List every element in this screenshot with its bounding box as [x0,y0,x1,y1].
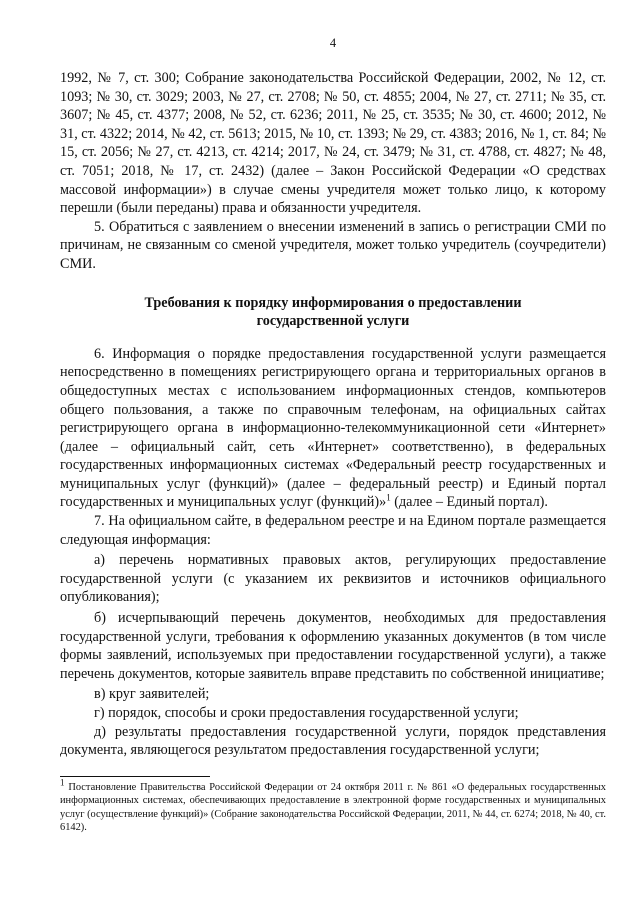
section-heading-line-2: государственной услуги [256,313,410,330]
list-item-b: б) исчерпывающий перечень документов, необходимых для предоставления государственной услуги, требования к оформлению указанных документов (в том числе формы заявлений, используемых при предоставлении государственной услуги), а также перечень документов, которые заявитель вправе представить по собственной инициативе; [60,610,606,682]
list-item-g: г) порядок, способы и сроки предоставления государственной услуги; [94,705,519,721]
paragraph-6-tail: (далее – Единый портал). [390,494,548,511]
page-number: 4 [329,36,337,50]
section-heading-line-1: Требования к порядку информирования о предоставлении [144,294,522,311]
paragraph-6-text: 6. Информация о порядке предоставления государственной услуги размещается непосредственно в помещениях регистрирующего органа и территориальных органов в общедоступных местах с использованием информационных стендов, компьютеров общего пользования, а также по справочным телефонам, на официальных сайтах регистрирующего органа в информационно-телекоммуникационной сети «Интернет» (далее – официальный сайт, сеть «Интернет» соответственно), в федеральных государственных информационных системах «Федеральный реестр государственных и муниципальных услуг (функций)» (далее – федеральный реестр) и Единый портал государственных и муниципальных услуг (функций)» [60,345,606,511]
section-heading [60,294,606,331]
paragraph-7: 7. На официальном сайте, в федеральном реестре и на Едином портале размещается следующая информация: [60,513,606,548]
list-item-v: в) круг заявителей; [94,686,210,703]
paragraph-law-references: 1992, № 7, ст. 300; Собрание законодательства Российской Федерации, 2002, № 12, ст. 1093; № 30, ст. 3029; 2003, № 27, ст. 2708; № 50, ст. 4855; 2004, № 27, ст. 2711; № 35, ст. 3607; № 45, ст. 4377; 2008, № 52, ст. 6236; 2011, № 25, ст. 3535; № 30, ст. 4600; 2012, № 31, ст. 4322; 2014, № 42, ст. 5613; 2015, № 10, ст. 1393; № 29, ст. 4383; 2016, № 1, ст. 84; № 15, ст. 2056; № 27, ст. 4213, ст. 4214; 2017, № 24, ст. 3479; № 31, ст. 4788, ст. 4827; № 48, ст. 7051; 2018, № 17, ст. 2432) (далее – Закон Российской Федерации «О средствах массовой информации») в случае смены учредителя может только лицо, к которому перешли (были переданы) права и обязанности учредителя. [60,70,606,217]
paragraph-5: 5. Обратиться с заявлением о внесении изменений в запись о регистрации СМИ по причинам, не связанным со сменой учредителя, может только учредитель (соучредители) СМИ. [60,218,606,272]
list-item-d: д) результаты предоставления государственной услуги, порядок представления документа, являющегося результатом предоставления государственной услуги; [60,723,606,759]
footnote-mark: 1 [60,777,65,788]
paragraph-6 [60,345,606,512]
footnote-text: Постановление Правительства Российской Федерации от 24 октября 2011 г. № 861 «О федеральных государственных информационных системах, обеспечивающих предоставление в электронной форме государственных и муниципальных услуг (осуществление функций)» (Собрание законодательства Российской Федерации, 2011, № 44, ст. 6274; 2018, № 40, ст. 6142). [60,781,606,833]
footnote-separator [60,776,210,777]
list-item-a: а) перечень нормативных правовых актов, регулирующих предоставление государственной услуги (с указанием их реквизитов и источников официального опубликования); [60,552,606,606]
footnote [60,777,606,835]
footnote-reference: 1 [386,492,391,503]
